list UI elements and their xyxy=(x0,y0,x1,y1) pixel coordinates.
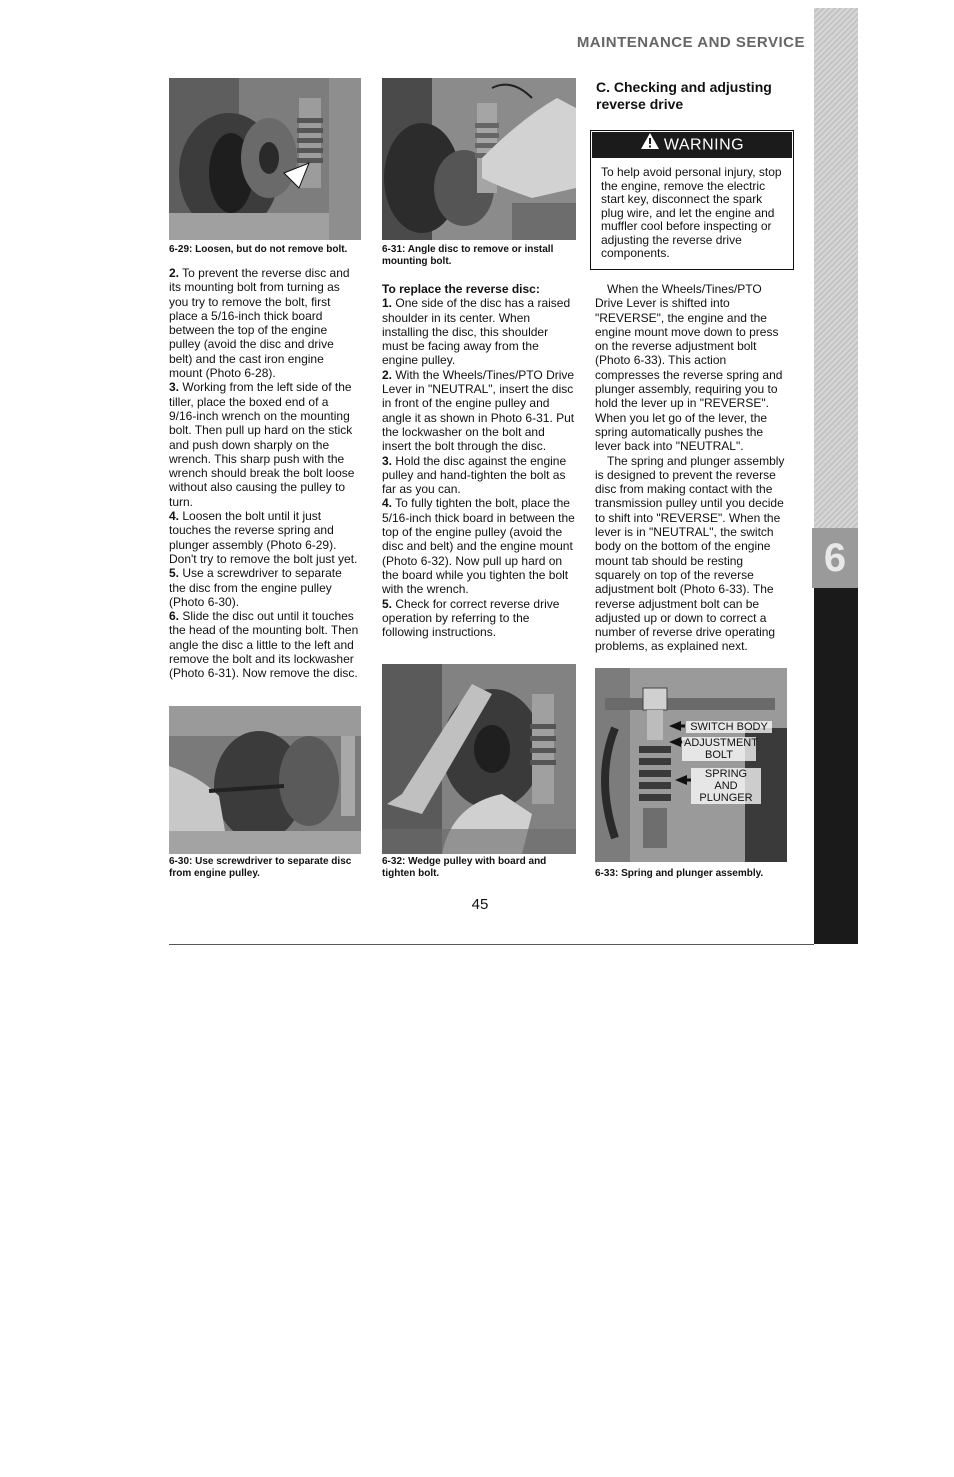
replace-step-5: 5. Check for correct reverse drive operation by referring to the following instructions. xyxy=(382,596,560,640)
section-header: MAINTENANCE AND SERVICE xyxy=(576,34,805,51)
section-title-c: C. Checking and adjusting reverse drive xyxy=(596,79,772,112)
warning-text: To help avoid personal injury, stop the engine, remove the electric start key, disconnect the spark plug wire, and let the engine and muffler cool before inspecting or adjusting the reverse drive components. xyxy=(601,165,782,260)
column-1-text xyxy=(169,266,359,681)
label-adjustment-bolt: ADJUSTMENT BOLT xyxy=(684,737,758,761)
caption-6-29: 6-29: Loosen, but do not remove bolt. xyxy=(169,244,348,255)
photo-6-32 xyxy=(382,664,576,854)
label-spring-and-plunger: SPRING AND PLUNGER xyxy=(691,768,761,804)
photo-6-29 xyxy=(169,78,361,240)
step-6: 6. Slide the disc out until it touches the head of the mounting bolt. Then angle the disc a little to the left and remove the bolt and its lockwasher (Photo 6-31). Now remove the disc. xyxy=(169,609,359,681)
warning-box xyxy=(590,130,794,270)
caption-6-32: 6-32: Wedge pulley with board and tighten bolt. xyxy=(382,856,547,879)
chapter-tab xyxy=(814,588,858,944)
step-2: 2. To prevent the reverse disc and its mounting bolt from turning as you try to remove the bolt, first place a 5/16-inch thick board between the top of the engine pulley (avoid the disc and drive belt) and the cast iron engine mount (Photo 6-28). xyxy=(169,266,350,381)
step-4: 4. Loosen the bolt until it just touches the reverse spring and plunger assembly (Photo 6-29). Don't try to remove the bolt just yet. xyxy=(169,509,358,566)
label-switch-body: SWITCH BODY xyxy=(686,721,772,733)
photo-6-30 xyxy=(169,706,361,854)
caption-6-31: 6-31: Angle disc to remove or install mounting bolt. xyxy=(382,244,554,267)
replace-disc-heading: To replace the reverse disc: xyxy=(382,282,540,296)
column-2-text xyxy=(382,282,576,639)
replace-step-2: 2. With the Wheels/Tines/PTO Drive Lever in "NEUTRAL", insert the disc in front of the engine pulley and angle it as shown in Photo 6-31. Put the lockwasher on the bolt and insert the bolt through the disc. xyxy=(382,367,575,454)
reverse-drive-paragraph-2: The spring and plunger assembly is designed to prevent the reverse disc from making contact with the transmission pulley until you decide to shift into "REVERSE". When the lever is in "NEUTRAL", the switch body on the bottom of the engine mount tab should be resting squarely on top of the reverse adjustment bolt (Photo 6-33). The reverse adjustment bolt can be adjusted up or down to correct a number of reverse drive operating problems, as explained next. xyxy=(595,453,785,654)
footer-rule xyxy=(169,944,814,945)
warning-label: WARNING xyxy=(663,136,745,154)
caption-6-30: 6-30: Use screwdriver to separate disc from engine pulley. xyxy=(169,856,352,879)
reverse-drive-paragraph-1: When the Wheels/Tines/PTO Drive Lever is shifted into "REVERSE", the engine and the engine mount move down to press on the reverse adjustment bolt (Photo 6-33). This action compresses the reverse spring and plunger assembly, requiring you to hold the lever up in "REVERSE". When you let go of the lever, the spring automatically pushes the lever back into "NEUTRAL". xyxy=(595,282,783,454)
chapter-tab-number: 6 xyxy=(812,528,858,588)
warning-header xyxy=(592,132,792,158)
page-number: 45 xyxy=(471,896,489,913)
step-3: 3. Working from the left side of the tiller, place the boxed end of a 9/16-inch wrench on the mounting bolt. Then pull up hard on the stick and push down sharply on the wrench. This sharp push with the wrench should break the bolt loose without also causing the pulley to turn. xyxy=(169,380,355,509)
replace-step-1: 1. One side of the disc has a raised shoulder in its center. When installing the disc, this shoulder must be facing away from the engine pulley. xyxy=(382,296,571,368)
replace-step-3: 3. Hold the disc against the engine pulley and hand-tighten the bolt as far as you can. xyxy=(382,453,567,497)
photo-6-33 xyxy=(595,668,787,862)
column-3-text xyxy=(595,282,791,654)
warning-triangle-icon xyxy=(640,132,660,159)
photo-6-31 xyxy=(382,78,576,240)
caption-6-33: 6-33: Spring and plunger assembly. xyxy=(595,868,764,879)
replace-step-4: 4. To fully tighten the bolt, place the 5/16-inch thick board in between the top of the engine pulley (avoid the disc and belt) and the engine mount (Photo 6-32). Now pull up hard on the board while you tighten the bolt with the wrench. xyxy=(382,496,575,597)
step-5: 5. Use a screwdriver to separate the disc from the engine pulley (Photo 6-30). xyxy=(169,566,342,609)
